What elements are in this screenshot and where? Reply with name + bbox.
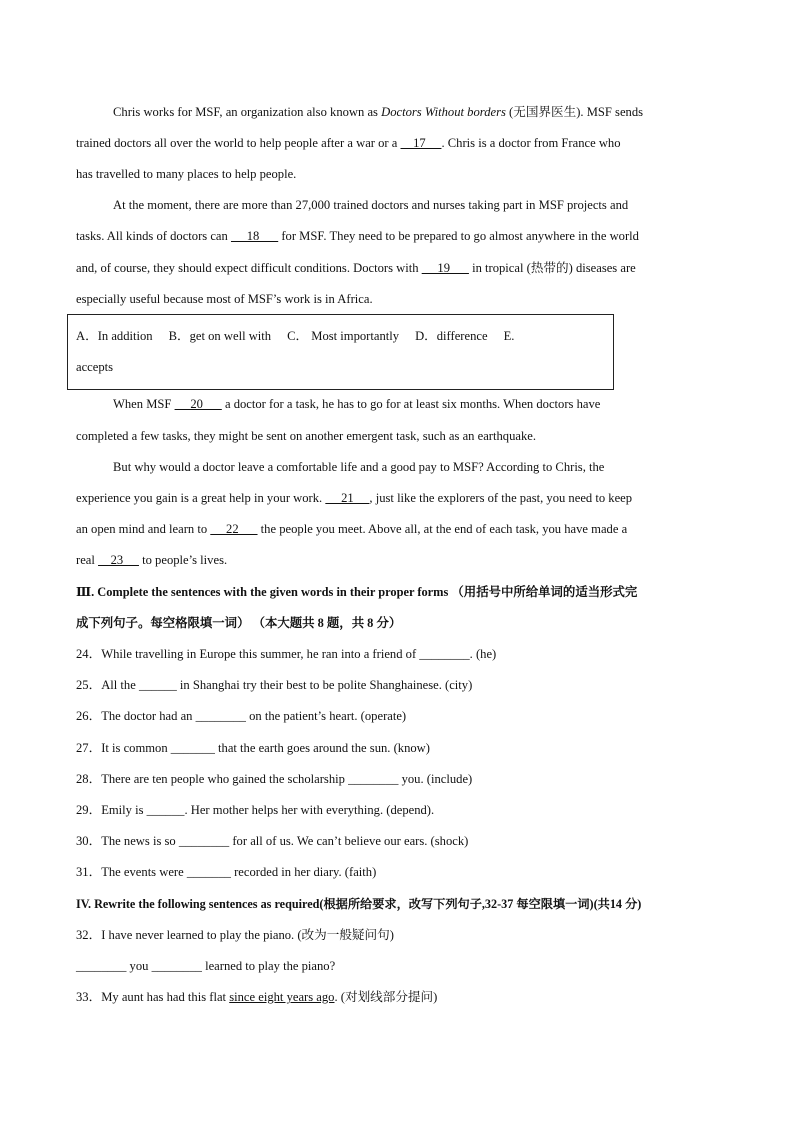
passage-text: experience you gain is a great help in your work. — [76, 491, 326, 505]
passage-line — [76, 520, 720, 538]
question-26[interactable]: 26．The doctor had an ________ on the patient’s heart. (operate) — [76, 709, 407, 723]
question-31[interactable]: 31．The events were _______ recorded in her diary. (faith) — [76, 865, 377, 879]
question-29[interactable]: 29．Emily is ______. Her mother helps her with everything. (depend). — [76, 803, 435, 817]
passage-text: completed a few tasks, they might be sent on another emergent task, such as an earthquake. — [76, 429, 536, 443]
passage-text: When MSF — [113, 397, 175, 411]
passage-line — [113, 458, 720, 476]
passage-text: (无国界医生). MSF sends — [505, 105, 644, 119]
passage-text: But why would a doctor leave a comfortable life and a good pay to MSF? According to Chris, the — [113, 460, 605, 474]
passage-line — [76, 227, 720, 245]
section-heading-text: IV. Rewrite the following sentences as required(根据所给要求，改写下列句子,32-37 每空限填一词)(共14 分) — [76, 897, 642, 911]
question-24[interactable]: 24．While travelling in Europe this summer, he ran into a friend of ________. (he) — [76, 647, 497, 661]
option-d[interactable]: D．difference — [415, 329, 488, 343]
question-item — [76, 707, 720, 725]
passage-text: . Chris is a doctor from France who — [441, 136, 621, 150]
blank-20[interactable]: 20 — [174, 397, 222, 411]
passage-text: tasks. All kinds of doctors can — [76, 229, 231, 243]
option-e[interactable]: accepts — [76, 360, 114, 374]
passage-text: to people’s lives. — [138, 553, 228, 567]
question-item — [76, 988, 720, 1006]
passage-line — [76, 134, 720, 152]
option-c[interactable]: C． Most importantly — [287, 329, 400, 343]
options-box — [67, 314, 614, 390]
option-a[interactable]: A．In addition — [76, 329, 153, 343]
options-row — [76, 327, 514, 345]
question-32[interactable]: 32．I have never learned to play the piano. (改为一般疑问句) — [76, 928, 394, 942]
option-e-label[interactable]: E. — [503, 329, 515, 343]
blank-23[interactable]: 23 — [98, 553, 139, 567]
blank-21[interactable]: 21 — [325, 491, 370, 505]
question-item — [76, 676, 720, 694]
question-item — [76, 863, 720, 881]
passage-text: in tropical (热带的) diseases are — [468, 261, 636, 275]
blank-22[interactable]: 22 — [210, 522, 258, 536]
question-item — [76, 926, 720, 944]
emphasis-text: Doctors Without borders — [381, 105, 506, 119]
passage-text: especially useful because most of MSF’s work is in Africa. — [76, 292, 373, 306]
question-33[interactable]: 33．My aunt has had this flat — [76, 990, 230, 1004]
passage-line — [113, 395, 720, 413]
question-item — [76, 770, 720, 788]
answer-32[interactable]: ________ you ________ learned to play the piano? — [76, 959, 336, 973]
passage-text: Chris works for MSF, an organization also known as — [113, 105, 382, 119]
passage-text: has travelled to many places to help people. — [76, 167, 297, 181]
question-item — [76, 739, 720, 757]
question-27[interactable]: 27．It is common _______ that the earth goes around the sun. (know) — [76, 741, 430, 755]
passage-line — [76, 290, 720, 308]
passage-line — [76, 427, 720, 445]
question-item — [76, 645, 720, 663]
option-b[interactable]: B．get on well with — [168, 329, 272, 343]
question-item — [76, 957, 720, 975]
question-item — [76, 801, 720, 819]
question-25[interactable]: 25．All the ______ in Shanghai try their best to be polite Shanghainese. (city) — [76, 678, 473, 692]
question-33-instruction: . (对划线部分提问) — [334, 990, 438, 1004]
question-30[interactable]: 30．The news is so ________ for all of us. We can’t believe our ears. (shock) — [76, 834, 469, 848]
section-heading-text: 成下列句子。每空格限填一词） （本大题共 8 题，共 8 分） — [76, 616, 402, 630]
blank-18[interactable]: 18 — [230, 229, 279, 243]
blank-17[interactable]: 17 — [400, 136, 442, 150]
passage-text: , just like the explorers of the past, you need to keep — [369, 491, 633, 505]
passage-text: and, of course, they should expect difficult conditions. Doctors with — [76, 261, 422, 275]
passage-line — [76, 489, 720, 507]
question-28[interactable]: 28．There are ten people who gained the scholarship ________ you. (include) — [76, 772, 473, 786]
passage-text: a doctor for a task, he has to go for at least six months. When doctors have — [221, 397, 601, 411]
underlined-phrase: since eight years ago — [229, 990, 335, 1004]
passage-text: an open mind and learn to — [76, 522, 211, 536]
passage-line — [76, 259, 720, 277]
section-heading-text: Ⅲ. Complete the sentences with the given words in their proper forms （用括号中所给单词的适当形式完 — [76, 585, 638, 599]
passage-line — [113, 103, 720, 121]
blank-19[interactable]: 19 — [421, 261, 469, 275]
passage-text: real — [76, 553, 99, 567]
section-heading — [76, 583, 720, 601]
passage-line — [76, 551, 720, 569]
section-heading — [76, 895, 720, 913]
section-heading — [76, 614, 720, 632]
passage-text: At the moment, there are more than 27,000 trained doctors and nurses taking part in MSF projects and — [113, 198, 629, 212]
passage-line — [76, 165, 720, 183]
passage-text: trained doctors all over the world to help people after a war or a — [76, 136, 401, 150]
passage-text: for MSF. They need to be prepared to go almost anywhere in the world — [278, 229, 639, 243]
question-item — [76, 832, 720, 850]
passage-text: the people you meet. Above all, at the end of each task, you have made a — [257, 522, 628, 536]
passage-line — [113, 196, 720, 214]
options-row — [76, 358, 113, 376]
